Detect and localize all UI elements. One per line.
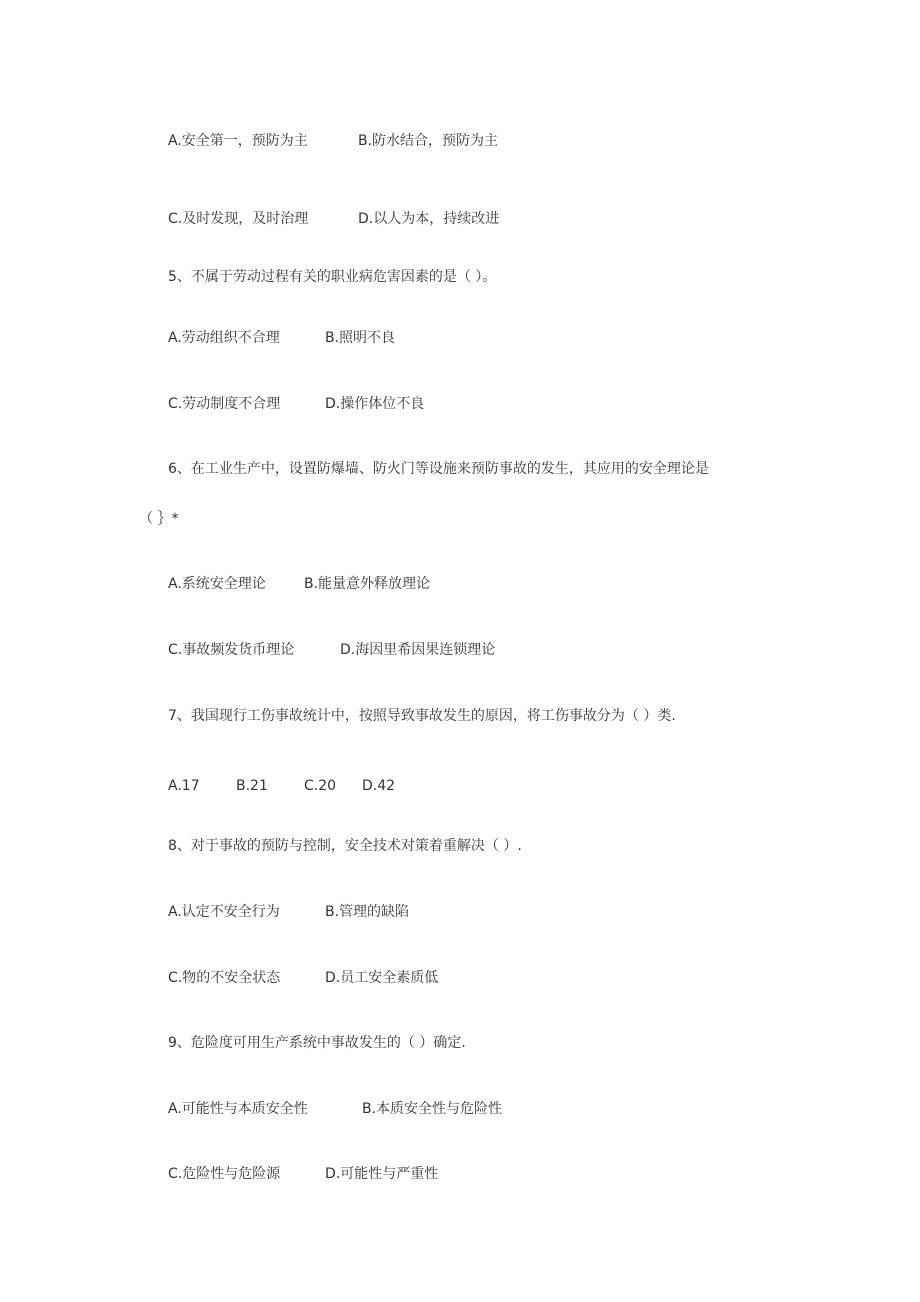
question-6-continuation: （ ｝* (139, 511, 179, 527)
option-a: A.可能性与本质安全性 (168, 1101, 308, 1117)
question-5: 5、不属于劳动过程有关的职业病危害因素的是（ ）。 (168, 269, 497, 285)
question-8: 8、对于事故的预防与控制，安全技术对策着重解决（ ）. (168, 838, 522, 854)
option-b: B.能量意外释放理论 (304, 576, 431, 592)
option-b: B.本质安全性与危险性 (362, 1101, 503, 1117)
option-c: C.20 (304, 778, 337, 794)
question-7: 7、我国现行工伤事故统计中，按照导致事故发生的原因，将工伤事故分为（ ）类. (168, 708, 676, 724)
option-c: C.劳动制度不合理 (168, 396, 281, 412)
option-d: D.员工安全素质低 (325, 970, 439, 986)
question-6: 6、在工业生产中，设置防爆墙、防火门等设施来预防事故的发生，其应用的安全理论是 (168, 461, 709, 477)
option-c: C.事故频发货币理论 (168, 642, 295, 658)
option-b: B.照明不良 (325, 330, 396, 346)
option-c: C.危险性与危险源 (168, 1166, 281, 1182)
option-a: A.劳动组织不合理 (168, 330, 280, 346)
option-d: D.海因里希因果连锁理论 (340, 642, 496, 658)
option-c: C.及时发现，及时治理 (168, 211, 309, 227)
option-a: A.系统安全理论 (168, 576, 266, 592)
option-d: D.以人为本，持续改进 (358, 211, 500, 227)
question-9: 9、危险度可用生产系统中事故发生的（ ）确定. (168, 1035, 466, 1051)
option-d: D.操作体位不良 (325, 396, 425, 412)
option-b: B.管理的缺陷 (325, 904, 410, 920)
option-b: B.21 (236, 778, 268, 794)
option-a: A.认定不安全行为 (168, 904, 280, 920)
option-d: D.42 (362, 778, 396, 794)
option-c: C.物的不安全状态 (168, 970, 281, 986)
option-a: A.17 (168, 778, 200, 794)
option-b: B.防水结合，预防为主 (358, 133, 499, 149)
option-a: A.安全第一，预防为主 (168, 133, 308, 149)
option-d: D.可能性与严重性 (325, 1166, 439, 1182)
